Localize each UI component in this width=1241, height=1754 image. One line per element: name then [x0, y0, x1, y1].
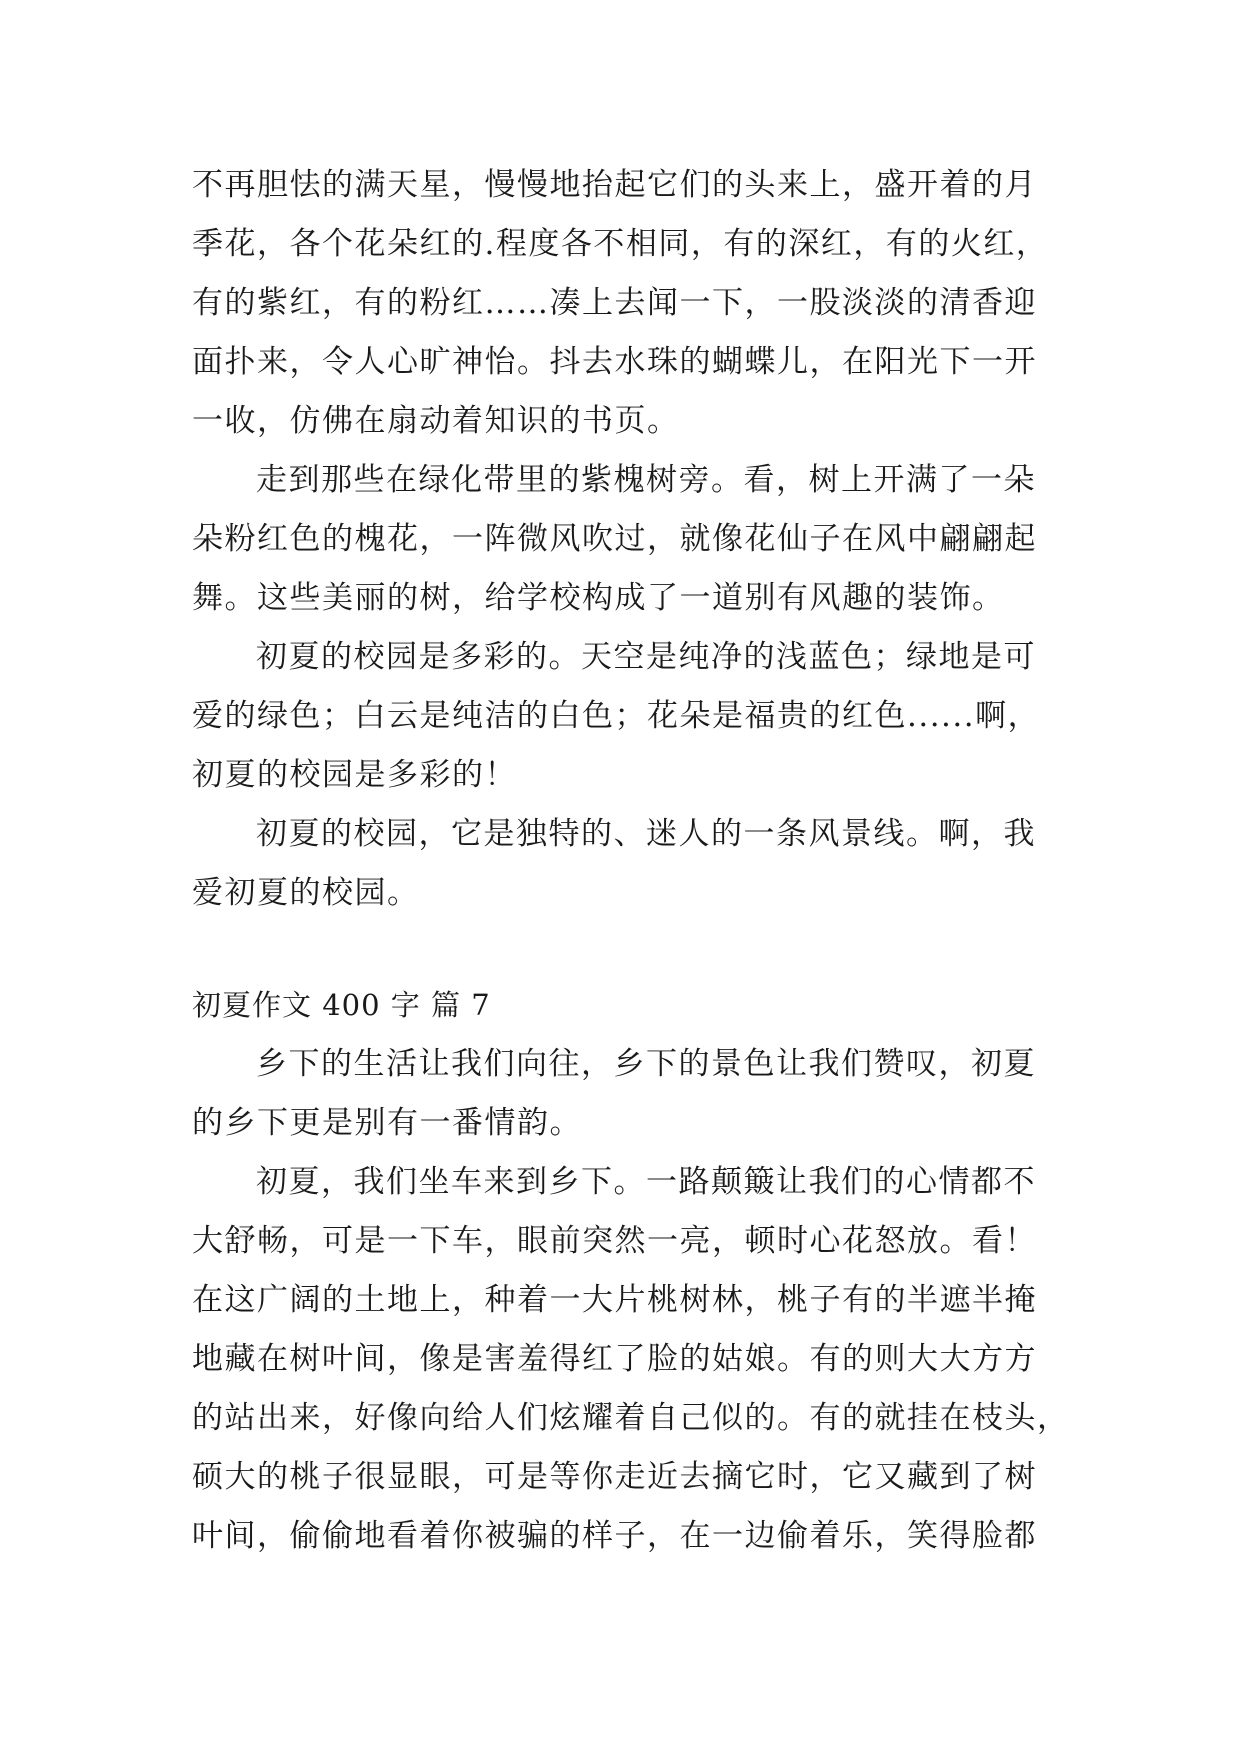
text-line: 舞。这些美丽的树，给学校构成了一道别有风趣的装饰。 — [192, 580, 1005, 616]
text-line: 大舒畅，可是一下车，眼前突然一亮，顿时心花怒放。看！ — [192, 1223, 1037, 1259]
text-line: 初夏的校园是多彩的。天空是纯净的浅蓝色；绿地是可 — [256, 639, 1036, 675]
text-line: 叶间，偷偷地看着你被骗的样子，在一边偷着乐，笑得脸都 — [192, 1518, 1037, 1554]
section-heading: 初夏作文 400 字 篇 7 — [192, 988, 491, 1022]
text-line: 季花，各个花朵红的.程度各不相同，有的深红，有的火红， — [192, 226, 1049, 262]
text-line: 朵粉红色的槐花，一阵微风吹过，就像花仙子在风中翩翩起 — [192, 521, 1037, 557]
text-line: 不再胆怯的满天星，慢慢地抬起它们的头来上，盛开着的月 — [192, 167, 1037, 203]
text-line: 爱的绿色；白云是纯洁的白色；花朵是福贵的红色......啊， — [192, 698, 1041, 734]
text-line: 硕大的桃子很显眼，可是等你走近去摘它时，它又藏到了树 — [192, 1459, 1037, 1495]
text-line: 面扑来，令人心旷神怡。抖去水珠的蝴蝶儿，在阳光下一开 — [192, 344, 1037, 380]
text-line: 走到那些在绿化带里的紫槐树旁。看，树上开满了一朵 — [256, 462, 1036, 498]
text-line: 乡下的生活让我们向往，乡下的景色让我们赞叹，初夏 — [256, 1046, 1036, 1082]
text-line: 的站出来，好像向给人们炫耀着自己似的。有的就挂在枝头， — [192, 1400, 1070, 1436]
text-line: 初夏的校园是多彩的！ — [192, 757, 517, 793]
text-line: 爱初夏的校园。 — [192, 875, 420, 911]
text-line: 初夏，我们坐车来到乡下。一路颠簸让我们的心情都不 — [256, 1164, 1036, 1200]
text-line: 有的紫红，有的粉红……凑上去闻一下，一股淡淡的清香迎 — [192, 285, 1037, 321]
text-line: 在这广阔的土地上，种着一大片桃树林，桃子有的半遮半掩 — [192, 1282, 1037, 1318]
text-line: 初夏的校园，它是独特的、迷人的一条风景线。啊，我 — [256, 816, 1036, 852]
text-line: 一收，仿佛在扇动着知识的书页。 — [192, 403, 680, 439]
text-line: 的乡下更是别有一番情韵。 — [192, 1105, 582, 1141]
text-line: 地藏在树叶间，像是害羞得红了脸的姑娘。有的则大大方方 — [192, 1341, 1037, 1377]
